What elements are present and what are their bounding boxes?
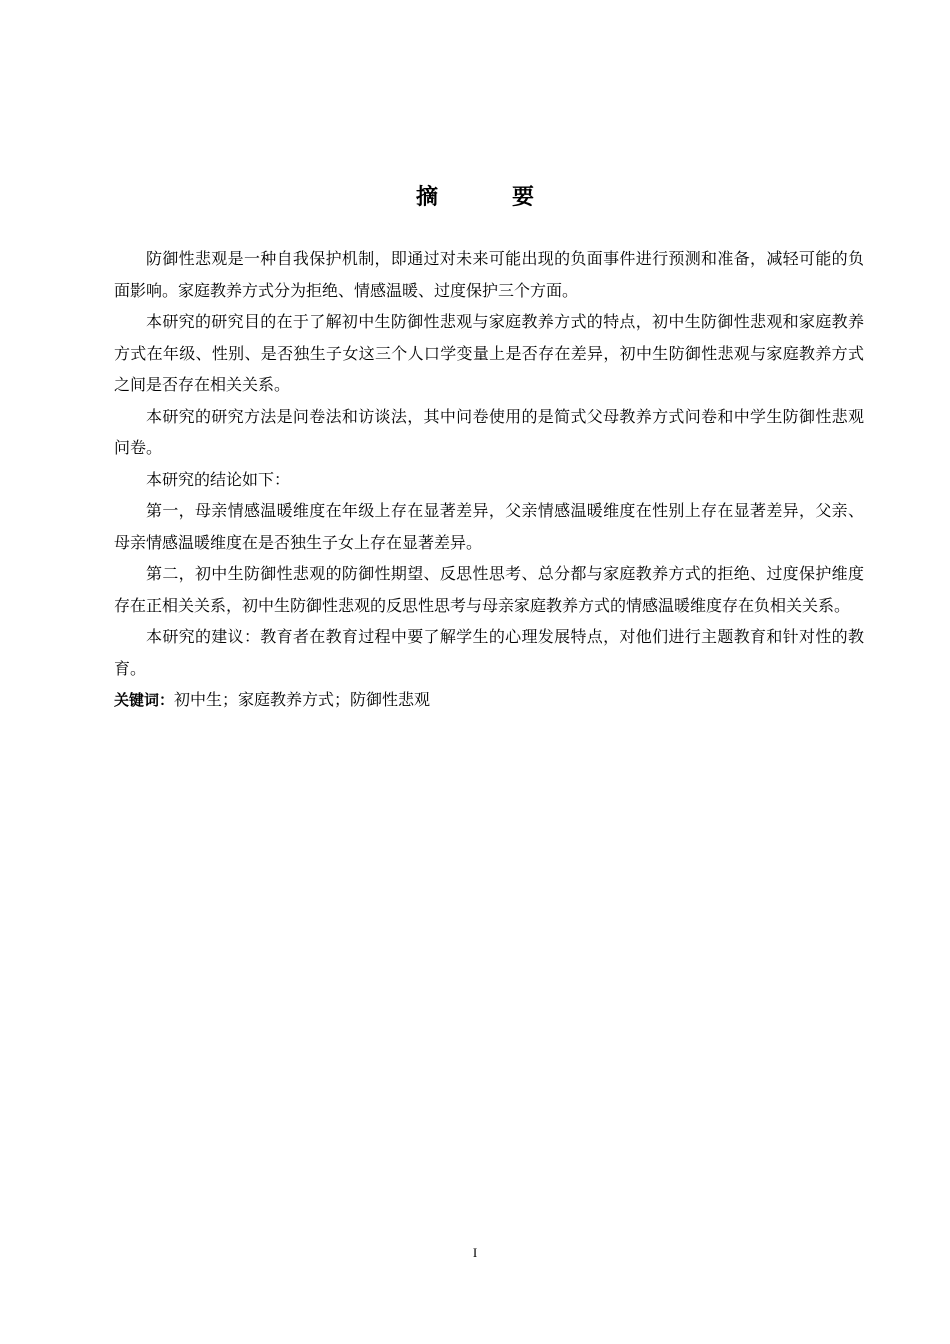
paragraph-definition: 防御性悲观是一种自我保护机制，即通过对未来可能出现的负面事件进行预测和准备，减轻可能的负面影响。家庭教养方式分为拒绝、情感温暖、过度保护三个方面。 [114, 249, 864, 300]
paragraph-conclusion-intro: 本研究的结论如下： [146, 469, 291, 489]
keywords-text: 初中生；家庭教养方式；防御性悲观 [174, 690, 431, 709]
paragraph-method: 本研究的研究方法是问卷法和访谈法，其中问卷使用的是简式父母教养方式问卷和中学生防御性悲观问卷。 [114, 406, 864, 457]
paragraph-conclusion-first: 第一，母亲情感温暖维度在年级上存在显著差异，父亲情感温暖维度在性别上存在显著差异，父亲、母亲情感温暖维度在是否独生子女上存在显著差异。 [114, 501, 864, 552]
abstract-title: 摘 要 [415, 185, 560, 210]
paragraph-conclusion-second: 第二，初中生防御性悲观的防御性期望、反思性思考、总分都与家庭教养方式的拒绝、过度保护维度存在正相关关系，初中生防御性悲观的反思性思考与母亲家庭教养方式的情感温暖维度存在负相关关系。 [114, 564, 864, 615]
paragraph-suggestion: 本研究的建议：教育者在教育过程中要了解学生的心理发展特点，对他们进行主题教育和针对性的教育。 [114, 627, 864, 678]
paragraph-purpose: 本研究的研究目的在于了解初中生防御性悲观与家庭教养方式的特点，初中生防御性悲观和家庭教养方式在年级、性别、是否独生子女这三个人口学变量上是否存在差异，初中生防御性悲观与家庭教养方式之间是否存在相关关系。 [114, 312, 864, 394]
keywords-line [114, 684, 864, 717]
keywords-label: 关键词： [114, 691, 175, 709]
page-number: I [472, 1245, 478, 1260]
abstract-body [114, 243, 864, 717]
